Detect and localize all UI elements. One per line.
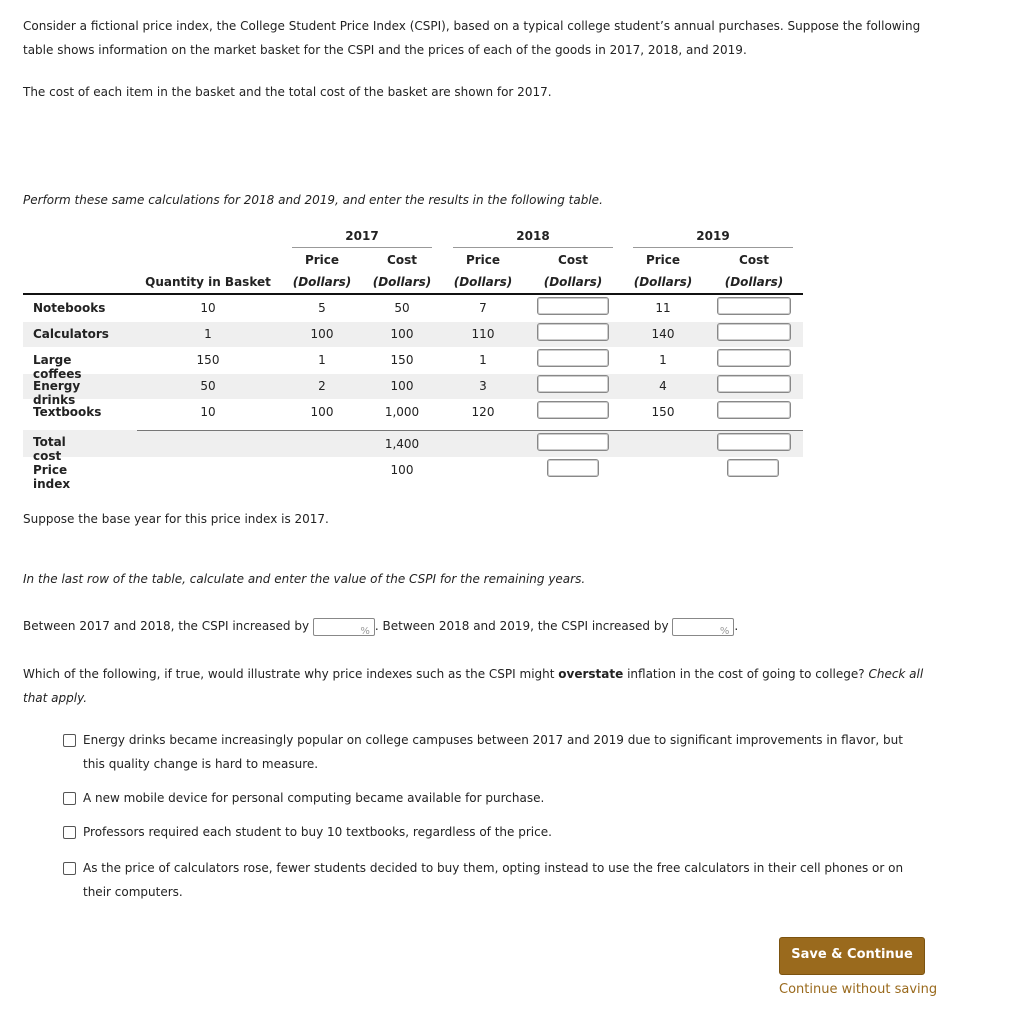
cost-2018-input[interactable] bbox=[537, 349, 609, 367]
dollars-label: (Dollars) bbox=[724, 275, 784, 289]
cost-2018-input[interactable] bbox=[537, 323, 609, 341]
row-label-notebooks: Notebooks bbox=[33, 301, 106, 315]
row-label-textbooks: Textbooks bbox=[33, 405, 102, 419]
price-index-2017: 100 bbox=[390, 463, 414, 477]
intro-text: Consider a fictional price index, the College Student Price Index (CSPI), based on a typical college student’s annual purchases. Suppose the following table shows information on the market basket for the CSPI and the prices of each of the goods in 2017, 2018, and 2019. bbox=[23, 19, 921, 57]
cost-2018-input[interactable] bbox=[537, 375, 609, 393]
price-header-2017: Price bbox=[304, 253, 340, 267]
price-2018-cell: 3 bbox=[479, 379, 487, 393]
question-text: Which of the following, if true, would illustrate why price indexes such as the CSPI might overstate inflation in the cost of going to college? Check all that apply. bbox=[23, 667, 924, 705]
checkbox[interactable] bbox=[63, 734, 76, 747]
increase-text-2: . Between 2018 and 2019, the CSPI increased by bbox=[374, 619, 669, 633]
quantity-header: Quantity in Basket bbox=[145, 275, 271, 289]
cost-2017-cell: 50 bbox=[394, 301, 410, 315]
price-2018-cell: 110 bbox=[471, 327, 495, 341]
qty-cell: 1 bbox=[204, 327, 212, 341]
price-2017-cell: 5 bbox=[318, 301, 326, 315]
cost-2018-input[interactable] bbox=[537, 297, 609, 315]
checkbox[interactable] bbox=[63, 862, 76, 875]
qty-cell: 150 bbox=[196, 353, 220, 367]
dollars-label: (Dollars) bbox=[543, 275, 603, 289]
price-2017-cell: 100 bbox=[310, 405, 334, 419]
price-2017-cell: 1 bbox=[318, 353, 326, 367]
price-index-2019-input[interactable] bbox=[727, 459, 779, 477]
price-index-label: Price index bbox=[33, 463, 71, 491]
save-continue-button[interactable]: Save & Continue bbox=[779, 937, 925, 975]
base-year-text: Suppose the base year for this price index is 2017. bbox=[23, 512, 329, 526]
percent-sign: % bbox=[360, 625, 370, 637]
cost-2017-cell: 100 bbox=[390, 327, 414, 341]
total-cost-2018-input[interactable] bbox=[537, 433, 609, 451]
increase-sentence bbox=[23, 614, 738, 638]
cost-2019-input[interactable] bbox=[717, 323, 791, 341]
qty-cell: 10 bbox=[200, 301, 216, 315]
price-2019-cell: 140 bbox=[651, 327, 675, 341]
continue-without-saving-link[interactable]: Continue without saving bbox=[779, 982, 938, 997]
cost-2017-cell: 150 bbox=[390, 353, 414, 367]
price-index-2018-input[interactable] bbox=[547, 459, 599, 477]
increase-text-3: . bbox=[734, 619, 739, 633]
increase-text-1: Between 2017 and 2018, the CSPI increased by bbox=[23, 619, 310, 633]
year-2019-header: 2019 bbox=[696, 229, 730, 243]
option-label: Energy drinks became increasingly popular on college campuses between 2017 and 2019 due to significant improvements in flavor, but this quality change is hard to measure. bbox=[83, 733, 903, 771]
price-2017-cell: 100 bbox=[310, 327, 334, 341]
increase-2018-2019-input[interactable] bbox=[672, 618, 734, 636]
row-label-energy-drinks: Energy drinks bbox=[33, 379, 81, 407]
total-cost-label: Total cost bbox=[33, 435, 66, 463]
checkbox[interactable] bbox=[63, 792, 76, 805]
checkbox[interactable] bbox=[63, 826, 76, 839]
percent-sign: % bbox=[719, 625, 730, 637]
total-cost-2017: 1,400 bbox=[384, 437, 420, 451]
year-2017-header: 2017 bbox=[345, 229, 379, 243]
price-header-2019: Price bbox=[645, 253, 681, 267]
cost-2017-cell: 100 bbox=[390, 379, 414, 393]
cost-2017-cell: 1,000 bbox=[384, 405, 420, 419]
price-header-2018: Price bbox=[465, 253, 501, 267]
dollars-label: (Dollars) bbox=[453, 275, 513, 289]
dollars-label: (Dollars) bbox=[372, 275, 432, 289]
dollars-label: (Dollars) bbox=[633, 275, 693, 289]
increase-2017-2018-input[interactable] bbox=[313, 618, 375, 636]
row-label-large-coffees: Large coffees bbox=[33, 353, 82, 381]
cost-header-2017: Cost bbox=[387, 253, 417, 267]
qty-cell: 50 bbox=[200, 379, 216, 393]
cost-header-2018: Cost bbox=[558, 253, 588, 267]
option-label: A new mobile device for personal computing became available for purchase. bbox=[83, 791, 545, 805]
cost-header-2019: Cost bbox=[739, 253, 769, 267]
year-2018-header: 2018 bbox=[516, 229, 550, 243]
row-label-calculators: Calculators bbox=[33, 327, 109, 341]
cost-2019-input[interactable] bbox=[717, 349, 791, 367]
price-2019-cell: 1 bbox=[659, 353, 667, 367]
price-2019-cell: 150 bbox=[651, 405, 675, 419]
price-2019-cell: 4 bbox=[659, 379, 667, 393]
total-cost-2019-input[interactable] bbox=[717, 433, 791, 451]
option-label: Professors required each student to buy 10 textbooks, regardless of the price. bbox=[83, 825, 552, 839]
dollars-label: (Dollars) bbox=[292, 275, 352, 289]
cost-2019-input[interactable] bbox=[717, 401, 791, 419]
cost-2019-input[interactable] bbox=[717, 375, 791, 393]
price-2018-cell: 1 bbox=[479, 353, 487, 367]
price-2017-cell: 2 bbox=[318, 379, 326, 393]
cost-2019-input[interactable] bbox=[717, 297, 791, 315]
qty-cell: 10 bbox=[200, 405, 216, 419]
cost-note: The cost of each item in the basket and the total cost of the basket are shown for 2017. bbox=[23, 85, 552, 99]
price-2018-cell: 7 bbox=[479, 301, 487, 315]
instructions-text: Perform these same calculations for 2018 and 2019, and enter the results in the following table. bbox=[23, 193, 603, 207]
last-row-instruction: In the last row of the table, calculate and enter the value of the CSPI for the remaining years. bbox=[23, 572, 586, 586]
price-2018-cell: 120 bbox=[471, 405, 495, 419]
cost-2018-input[interactable] bbox=[537, 401, 609, 419]
price-2019-cell: 11 bbox=[655, 301, 671, 315]
option-label: As the price of calculators rose, fewer students decided to buy them, opting instead to use the free calculators in their cell phones or on their computers. bbox=[83, 861, 904, 899]
